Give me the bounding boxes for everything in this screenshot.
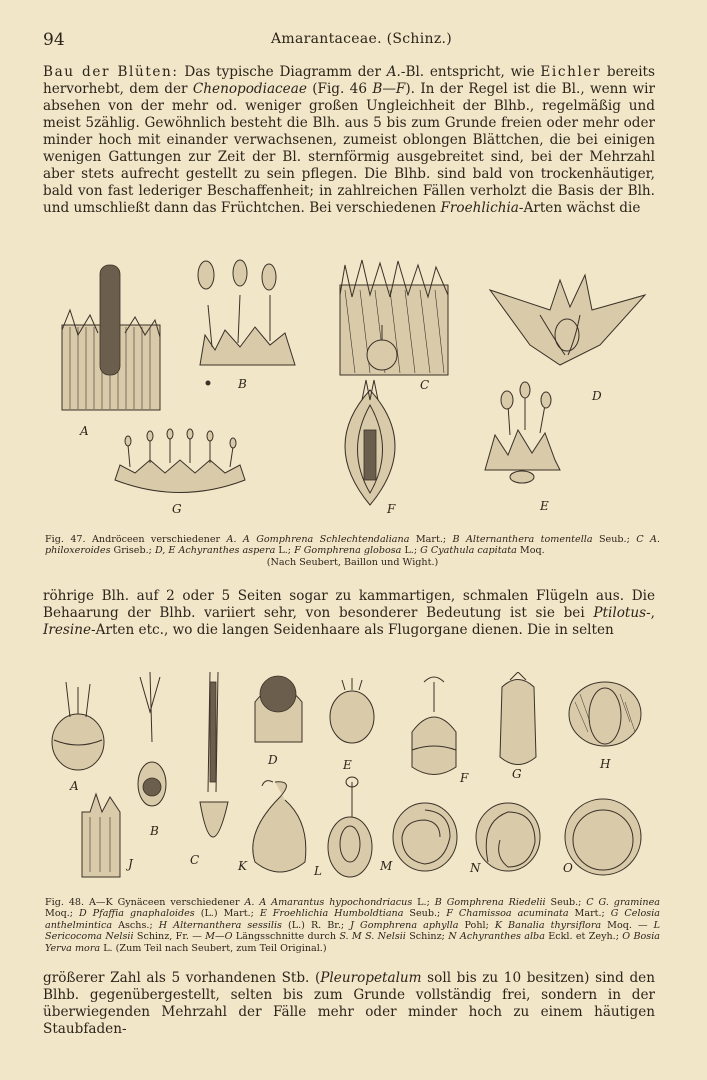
fig48-label-a: A: [70, 779, 79, 793]
text-run: Das typische Diagramm der: [178, 64, 387, 80]
caption-run: L. (Zum Teil nach Seubert, zum Teil Original.): [100, 942, 327, 954]
fig48-e-drawing: [330, 678, 374, 743]
fig48-l-drawing: [328, 777, 372, 877]
paragraph-bau-der-blueten: [43, 64, 655, 217]
fig48-label-e: E: [343, 758, 352, 772]
fig48-label-l: L: [314, 864, 322, 878]
text-run: ). In der Regel ist die Bl., wenn wir absehen von der mehr od. weniger großen Ungleichheit der Blhb., regelmäßig und meist 5zählig. Gewöhnlich besteht die Blh. aus 5 bis zum Grunde freien oder mehr oder minder hoch mit einander verwachsenen, zumeist oblongen Blättchen, die bei einigen wenigen Gattungen zur Zeit der Bl. sternförmig ausgebreitet sind, bei der Mehrzahl aber stets aufrecht gestellt zu sein pflegen. Die Blhb. sind bald von trockenhäutiger, bald von fast lederiger Beschaffenheit; in zahlreichen Fällen verholzt die Basis der Blh. und umschließt dann das Früchtchen. Bei verschiedenen: [43, 81, 656, 216]
caption-run: Seub.;: [403, 908, 447, 920]
fig48-label-o: O: [563, 861, 573, 875]
fig47-label-d: D: [592, 389, 602, 403]
caption-run: Moq.: [516, 545, 545, 557]
text-run: (Fig. 46: [306, 81, 373, 97]
caption-run: Pohl;: [458, 919, 495, 931]
fig48-f-drawing: [412, 677, 456, 775]
caption-italic: A. A Gomphrena Schlechtendaliana: [226, 534, 410, 545]
caption-run: Griseb.;: [110, 545, 155, 557]
figure-47-illustration: [40, 255, 668, 525]
fig48-label-k: K: [238, 859, 247, 873]
caption-run: Mart.;: [568, 908, 611, 920]
caption-run: Moq. —: [601, 919, 654, 931]
caption-run: Schinz, Fr. —: [133, 931, 206, 943]
text-run: größerer Zahl als 5 vorhandenen Stb. (: [43, 970, 321, 986]
caption-italic: M—O: [205, 931, 233, 943]
fig48-d-drawing: [255, 676, 302, 742]
text-run: soll bis zu 10 besitzen) sind den Blhb. gegenübergestellt, selten bis zum Grunde vollständig frei, sondern in der überwiegenden Mehrzahl der Fälle mehr oder minder hoch zu einem häutigen Staubfaden-: [43, 970, 655, 1037]
fig48-label-h: H: [600, 757, 611, 771]
paragraph-behaarung: [43, 588, 655, 639]
fig48-label-n: N: [470, 861, 481, 875]
caption-italic: C G. graminea: [586, 897, 660, 908]
caption-run: (L.) Mart.;: [194, 908, 260, 920]
italic-run: Pleuropetalum: [320, 970, 422, 986]
caption-run: Aschs.;: [112, 919, 159, 931]
fig48-j-drawing: [82, 794, 120, 877]
fig47-label-e: E: [540, 499, 549, 513]
fig48-o-drawing: [565, 799, 641, 875]
caption-italic: G Cyathula capitata: [420, 545, 517, 557]
caption-run: Mart.;: [409, 534, 453, 545]
figure-48-illustration: [40, 672, 668, 888]
caption-italic: A. A Amarantus hypochondriacus: [244, 897, 413, 908]
caption-run: Seub.;: [592, 534, 637, 545]
fig48-label-j: J: [128, 857, 133, 871]
fig47-d-drawing: [490, 275, 645, 365]
fig47-label-f: F: [387, 502, 396, 516]
fig48-k-drawing: [253, 781, 306, 872]
italic-run: Iresine: [43, 622, 92, 638]
caption-run: L.;: [412, 897, 435, 908]
caption-italic: O Bosia Yerva mora: [45, 931, 661, 954]
caption-run: Längsschnitte durch: [232, 931, 340, 943]
text-run: bereits hervorhebt, dem der: [43, 64, 655, 97]
page-header: [43, 30, 667, 50]
caption-italic: S. M S. Nelsii: [339, 931, 406, 943]
caption-italic: J Gomphrena aphylla: [350, 919, 459, 931]
fig48-label-d: D: [268, 753, 278, 767]
text-run: -Arten etc., wo die langen Seidenhaare als Flugorgane dienen. Die in selten: [91, 622, 614, 638]
caption-italic: L Sericocoma Nelsii: [45, 919, 660, 943]
caption-italic: E Froehlichia Humboldtiana: [259, 908, 404, 920]
fig48-n-drawing: [476, 803, 540, 871]
fig47-label-a: A: [80, 424, 89, 438]
fig48-g-drawing: [500, 672, 536, 765]
fig48-a-drawing: [52, 682, 104, 770]
fig48-b-drawing: [138, 672, 166, 806]
caption-italic: N Achyranthes alba: [448, 931, 545, 943]
caption-italic: H Alternanthera sessilis: [158, 919, 282, 931]
fig47-a-drawing: [62, 265, 160, 410]
caption-italic: C A. philoxeroides: [45, 534, 660, 557]
caption-italic: D, E Achyranthes aspera: [154, 545, 276, 557]
fig47-label-b: B: [238, 377, 247, 391]
figure-number: Fig. 47.: [45, 534, 86, 545]
paragraph-staubfaeden: [43, 970, 655, 1038]
fig47-e-drawing: [485, 382, 560, 483]
caption-run: L.;: [275, 545, 295, 557]
text-run: röhrige Blh. auf 2 oder 5 Seiten sogar zu kammartigen, schmalen Flügeln aus. Die Behaarung der Blhb. variiert sehr, von besonderer Bedeutung ist sie bei: [43, 588, 655, 621]
text-run: -Arten wächst die: [518, 200, 641, 216]
figure-credit: (Nach Seubert, Baillon und Wight.): [266, 556, 439, 568]
caption-italic: F Gomphrena globosa: [294, 545, 402, 557]
caption-run: Schinz;: [405, 931, 449, 943]
figure-number: Fig. 48.: [45, 897, 85, 908]
caption-italic: D Pfaffia gnaphaloides: [79, 908, 195, 920]
running-title: Amarantaceae. (Schinz.): [271, 31, 453, 47]
fig48-label-f: F: [460, 771, 469, 785]
fig48-c-drawing: [200, 672, 228, 837]
fig47-c-drawing: [340, 260, 448, 375]
fig47-f-drawing: [345, 380, 395, 505]
caption-run: L.;: [401, 545, 421, 557]
caption-run: Seub.;: [545, 897, 587, 908]
figure-47-caption: [45, 534, 660, 568]
fig47-g-drawing: [115, 429, 245, 493]
caption-italic: K Banalia thyrsiflora: [494, 919, 602, 931]
caption-run: Moq.;: [45, 908, 80, 920]
text-run: -,: [646, 605, 655, 621]
figure-48-caption: [45, 897, 660, 954]
caption-run: (L.) R. Br.;: [281, 919, 351, 931]
italic-run: Froehlichia: [440, 200, 519, 216]
text-run: -Bl. entspricht, wie: [400, 64, 541, 80]
fig47-label-c: C: [420, 378, 430, 392]
italic-run: Chenopodiaceae: [192, 81, 307, 97]
italic-run: Ptilotus: [593, 605, 647, 621]
caption-run: Andröceen verschiedener: [85, 534, 227, 545]
author-name: Eichler: [540, 64, 602, 80]
page-number: 94: [43, 30, 65, 50]
fig48-label-b: B: [150, 824, 159, 838]
section-heading: Bau der Blüten:: [43, 64, 179, 80]
caption-italic: G Celosia anthelmintica: [45, 908, 660, 931]
caption-italic: B Gomphrena Riedelii: [434, 897, 546, 908]
fig48-label-c: C: [190, 853, 200, 867]
caption-italic: F Chamissoa acuminata: [446, 908, 569, 920]
italic-run: A.: [386, 64, 401, 80]
fig48-label-g: G: [512, 767, 522, 781]
caption-run: A—K Gynäceen verschiedener: [84, 897, 245, 908]
italic-run: B—F: [372, 81, 406, 97]
fig47-b-drawing: [198, 260, 295, 386]
caption-run: Eckl. et Zeyh.;: [544, 931, 623, 943]
fig48-label-m: M: [380, 859, 393, 873]
fig48-h-drawing: [569, 682, 641, 746]
fig48-m-drawing: [393, 803, 457, 871]
caption-italic: B Alternanthera tomentella: [452, 534, 593, 545]
fig47-label-g: G: [172, 502, 182, 516]
